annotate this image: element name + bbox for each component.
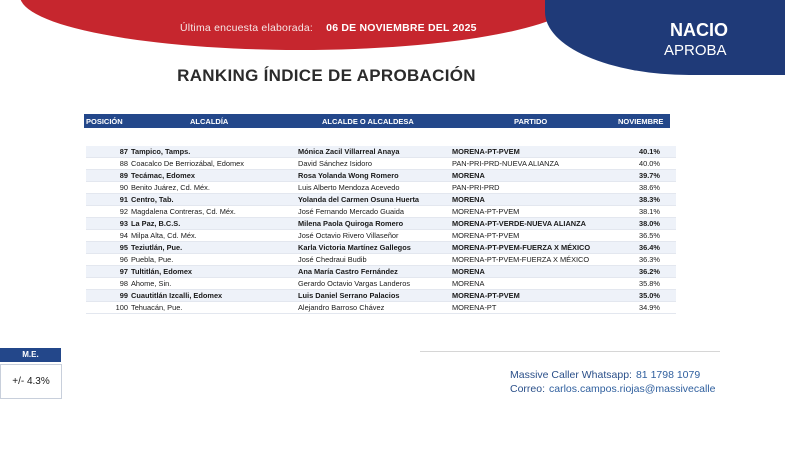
alcalde-cell: Alejandro Barroso Chávez	[298, 303, 385, 312]
alcalde-cell: Yolanda del Carmen Osuna Huerta	[298, 195, 420, 204]
position-cell: 90	[119, 183, 128, 192]
alcaldia-cell: Ahome, Sin.	[131, 279, 172, 288]
table-row	[86, 302, 676, 314]
approval-cell: 36.2%	[639, 267, 660, 276]
table-row	[86, 158, 676, 170]
alcaldia-cell: Puebla, Pue.	[131, 255, 174, 264]
position-cell: 97	[119, 267, 128, 276]
partido-cell: MORENA-PT-PVEM	[452, 231, 520, 240]
partido-cell: MORENA-PT-PVEM	[452, 207, 520, 216]
column-header-alcalde: ALCALDE O ALCALDESA	[322, 117, 414, 126]
alcaldia-cell: Tecámac, Edomex	[131, 171, 195, 180]
alcalde-cell: David Sánchez Isidoro	[298, 159, 372, 168]
email-contact	[510, 383, 715, 395]
position-cell: 99	[119, 291, 128, 300]
approval-cell: 35.0%	[639, 291, 660, 300]
partido-cell: PAN-PRI-PRD-NUEVA ALIANZA	[452, 159, 559, 168]
table-row	[86, 182, 676, 194]
alcalde-cell: Mónica Zacil Villarreal Anaya	[298, 147, 400, 156]
ranking-table	[86, 146, 676, 314]
table-row	[86, 278, 676, 290]
approval-cell: 36.4%	[639, 243, 660, 252]
alcalde-cell: José Octavio Rivero Villaseñor	[298, 231, 399, 240]
table-row	[86, 290, 676, 302]
table-row	[86, 254, 676, 266]
whatsapp-label: Massive Caller Whatsapp:	[510, 369, 632, 381]
alcaldia-cell: Magdalena Contreras, Cd. Méx.	[131, 207, 236, 216]
partido-cell: MORENA	[452, 195, 485, 204]
survey-date-line	[180, 22, 477, 34]
table-row	[86, 194, 676, 206]
position-cell: 91	[119, 195, 128, 204]
approval-cell: 38.0%	[639, 219, 660, 228]
alcalde-cell: José Fernando Mercado Guaida	[298, 207, 404, 216]
partido-cell: MORENA-PT-PVEM-FUERZA X MÉXICO	[452, 243, 591, 252]
partido-cell: PAN-PRI-PRD	[452, 183, 500, 192]
approval-cell: 36.5%	[639, 231, 660, 240]
approval-cell: 40.1%	[639, 147, 660, 156]
alcaldia-cell: Tultitlán, Edomex	[131, 267, 193, 276]
table-row	[86, 170, 676, 182]
table-header	[84, 114, 670, 128]
alcaldia-cell: Benito Juárez, Cd. Méx.	[131, 183, 210, 192]
approval-cell: 35.8%	[639, 279, 660, 288]
whatsapp-number: 81 1798 1079	[635, 369, 701, 381]
alcalde-cell: Milena Paola Quiroga Romero	[298, 219, 404, 228]
position-cell: 100	[115, 303, 128, 312]
position-cell: 98	[119, 279, 128, 288]
column-header-noviembre: NOVIEMBRE	[618, 117, 664, 126]
approval-cell: 36.3%	[639, 255, 660, 264]
position-cell: 95	[119, 243, 128, 252]
alcaldia-cell: Coacalco De Berriozábal, Edomex	[131, 159, 244, 168]
approval-cell: 38.6%	[639, 183, 660, 192]
alcaldia-cell: Tehuacán, Pue.	[131, 303, 183, 312]
alcalde-cell: Luis Daniel Serrano Palacios	[298, 291, 400, 300]
partido-cell: MORENA-PT-PVEM	[452, 291, 520, 300]
partido-cell: MORENA	[452, 279, 485, 288]
position-cell: 96	[119, 255, 128, 264]
table-row	[86, 146, 676, 158]
email-label: Correo:	[510, 383, 546, 395]
column-header-alcaldia: ALCALDÍA	[190, 117, 229, 126]
alcaldia-cell: La Paz, B.C.S.	[131, 219, 181, 228]
survey-date: 06 DE NOVIEMBRE DEL 2025	[326, 22, 477, 34]
table-row	[86, 218, 676, 230]
brand-panel	[545, 0, 785, 75]
column-header-partido: PARTIDO	[514, 117, 548, 126]
table-row	[86, 206, 676, 218]
table-row	[86, 230, 676, 242]
approval-cell: 34.9%	[639, 303, 660, 312]
whatsapp-contact	[510, 369, 700, 381]
approval-cell: 40.0%	[639, 159, 660, 168]
position-cell: 88	[119, 159, 128, 168]
approval-cell: 39.7%	[639, 171, 660, 180]
divider-line	[420, 351, 720, 352]
column-header-position: POSICIÓN	[86, 117, 123, 126]
partido-cell: MORENA-PT	[452, 303, 497, 312]
table-row	[86, 242, 676, 254]
partido-cell: MORENA	[452, 171, 485, 180]
partido-cell: MORENA	[452, 267, 485, 276]
partido-cell: MORENA-PT-VERDE-NUEVA ALIANZA	[452, 219, 586, 228]
alcalde-cell: José Chedraui Budib	[298, 255, 367, 264]
approval-cell: 38.1%	[639, 207, 660, 216]
partido-cell: MORENA-PT-PVEM-FUERZA X MÉXICO	[452, 255, 590, 264]
partido-cell: MORENA-PT-PVEM	[452, 147, 520, 156]
alcaldia-cell: Centro, Tab.	[131, 195, 174, 204]
alcaldia-cell: Tampico, Tamps.	[131, 147, 191, 156]
alcaldia-cell: Cuautitlán Izcalli, Edomex	[131, 291, 223, 300]
approval-cell: 38.3%	[639, 195, 660, 204]
alcalde-cell: Rosa Yolanda Wong Romero	[298, 171, 399, 180]
alcalde-cell: Karla Victoria Martínez Gallegos	[298, 243, 411, 252]
table-row	[86, 266, 676, 278]
position-cell: 92	[119, 207, 128, 216]
survey-label: Última encuesta elaborada:	[180, 22, 314, 34]
brand-line-1: NACIO	[670, 20, 728, 40]
position-cell: 89	[119, 171, 128, 180]
brand-line-2: APROBA	[664, 42, 727, 59]
alcalde-cell: Gerardo Octavio Vargas Landeros	[298, 279, 411, 288]
email-address: carlos.campos.riojas@massivecalle	[549, 383, 716, 395]
alcalde-cell: Luis Alberto Mendoza Acevedo	[298, 183, 400, 192]
position-cell: 94	[119, 231, 128, 240]
position-cell: 93	[119, 219, 128, 228]
alcaldia-cell: Teziutlán, Pue.	[131, 243, 183, 252]
margin-error-value: +/- 4.3%	[0, 364, 62, 399]
alcaldia-cell: Milpa Alta, Cd. Méx.	[131, 231, 197, 240]
margin-error-header: M.E.	[0, 348, 61, 362]
alcalde-cell: Ana María Castro Fernández	[298, 267, 398, 276]
position-cell: 87	[119, 147, 128, 156]
page-title: RANKING ÍNDICE DE APROBACIÓN	[177, 66, 476, 85]
